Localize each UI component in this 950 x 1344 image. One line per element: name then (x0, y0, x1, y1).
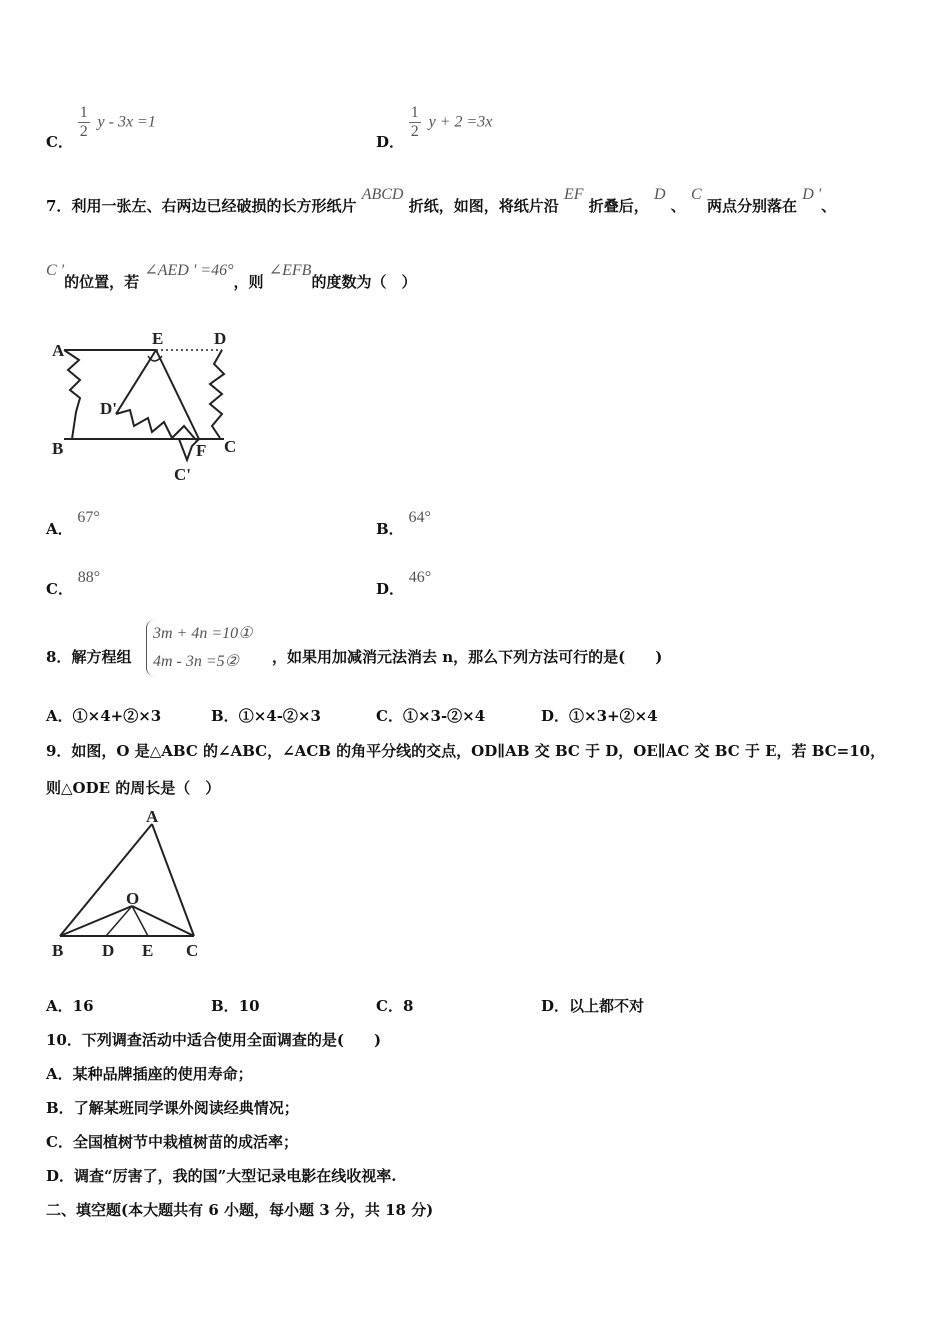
section-title: 二、填空题(本大题共有 6 小题，每小题 3 分，共 18 分) (46, 1201, 434, 1219)
q10-option-a: A．某种品牌插座的使用寿命； (46, 1065, 253, 1083)
q9-option-b: B．10 (211, 997, 260, 1015)
q8-stem-end: ，如果用加减消元法消去 n，那么下列方法可行的是( ) (272, 648, 663, 666)
figure-label: F (196, 441, 207, 460)
q9-option-a: A．16 (46, 997, 94, 1015)
figure-label: O (126, 889, 140, 908)
figure-label: D (214, 329, 227, 348)
fraction: $\frac{1}{2}$ (410, 104, 419, 140)
figure-label: D' (100, 399, 117, 418)
figure-label: A (52, 341, 65, 360)
q7-stem-line1: 7．利用一张左、右两边已经破损的长方形纸片 ABCD 折纸，如图，将纸片沿 EF 折叠后， D 、 C 两点分别落在 D '、 (46, 186, 837, 215)
q9-stem-line2: 则△ODE 的周长是（ ） (46, 779, 221, 797)
q8-option-d: D．①×3+②×4 (541, 707, 658, 725)
q7-folding-figure (44, 322, 254, 492)
q6-option-d: D． $\frac{1}{2}$ y + 2 =3x (376, 104, 493, 151)
q8-option-a: A．①×4+②×3 (46, 707, 162, 725)
q8-option-b: B．①×4-②×3 (211, 707, 321, 725)
q7-stem-line2: C '的位置，若 ∠AED ' =46°，则 ∠EFB的度数为（ ） (46, 262, 417, 291)
q10-option-b: B．了解某班同学课外阅读经典情况； (46, 1099, 299, 1117)
q7-option-d: D． 46° (376, 569, 432, 598)
fraction: $\frac{1}{2}$ (79, 104, 88, 140)
q10-option-d: D．调查“厉害了，我的国”大型记录电影在线收视率. (46, 1167, 397, 1185)
q10-stem: 10．下列调查活动中适合使用全面调查的是( ) (46, 1031, 382, 1049)
q9-option-d: D．以上都不对 (541, 997, 645, 1015)
figure-label: E (152, 329, 164, 348)
q9-stem-line1: 9．如图，O 是△ABC 的∠ABC，∠ACB 的角平分线的交点，OD∥AB 交 BC 于 D，OE∥AC 交 BC 于 E，若 BC=10， (46, 742, 886, 760)
figure-label: B (52, 941, 64, 960)
figure-label: A (146, 807, 159, 826)
q7-option-a: A． 67° (46, 509, 100, 538)
q10-option-c: C．全国植树节中栽植树苗的成活率； (46, 1133, 298, 1151)
q7-option-c: C． 88° (46, 569, 101, 598)
figure-label: C' (174, 465, 191, 484)
q8-stem-start: 8．解方程组 (46, 648, 132, 666)
q7-option-b: B． 64° (376, 509, 431, 538)
q8-equation-system: 3m + 4n =10① 4m - 3n =5② (146, 620, 253, 676)
figure-label: E (142, 941, 154, 960)
figure-label: C (186, 941, 199, 960)
q8-option-c: C．①×3-②×4 (376, 707, 486, 725)
figure-label: D (102, 941, 115, 960)
q9-option-c: C．8 (376, 997, 414, 1015)
figure-label: C (224, 437, 237, 456)
figure-label: B (52, 439, 64, 458)
q9-triangle-figure (44, 806, 214, 966)
q6-option-c: C． $\frac{1}{2}$ y - 3x =1 (46, 104, 156, 151)
